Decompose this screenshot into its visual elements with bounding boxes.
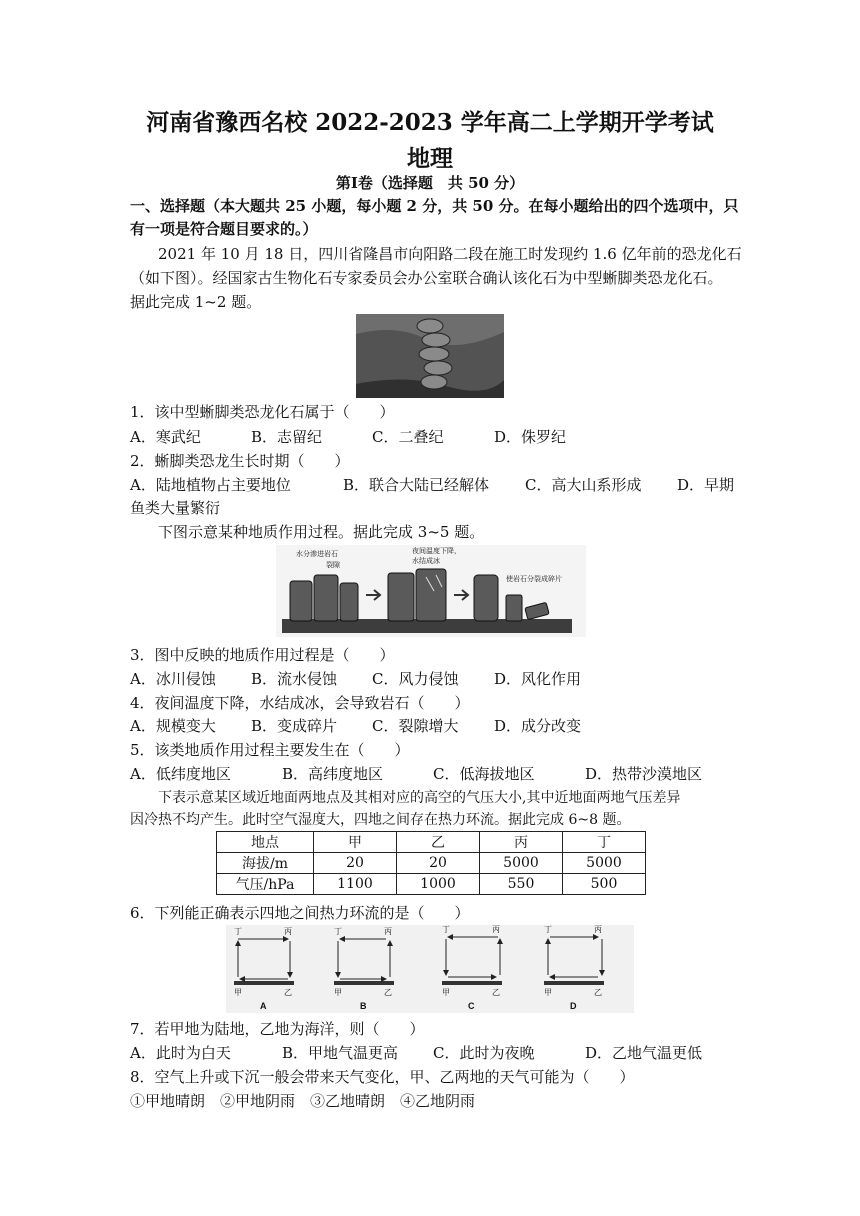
intro1-line3: 据此完成 1~2 题。 <box>130 293 262 311</box>
option-label-a: A <box>260 1001 267 1011</box>
table-header-cell: 丙 <box>480 832 563 853</box>
section-heading-line1: 一、选择题（本大题共 25 小题，每小题 2 分，共 50 分。在每小题给出的四个选项中，只 <box>130 197 739 215</box>
q2-option-b: B．联合大陆已经解体 <box>343 476 490 494</box>
q7-stem: 7．若甲地为陆地，乙地为海洋，则（ ） <box>130 1020 425 1038</box>
label-ding: 丁 <box>334 927 342 936</box>
q7-option-a: A．此时为白天 <box>130 1044 231 1062</box>
q3-option-d: D．风化作用 <box>494 670 582 688</box>
table-row <box>217 853 646 874</box>
diagram-label-night-cooling: 夜间温度下降， <box>412 548 461 555</box>
q2-option-d: D．早期 <box>677 476 735 494</box>
q2-stem: 2．蜥脚类恐龙生长时期（ ） <box>130 452 350 470</box>
label-yi: 乙 <box>492 988 500 997</box>
label-yi: 乙 <box>594 988 602 997</box>
q5-stem: 5．该类地质作用过程主要发生在（ ） <box>130 741 410 759</box>
q1-option-d: D．侏罗纪 <box>494 428 567 446</box>
q1-option-c: C．二叠纪 <box>372 428 444 446</box>
table-cell: 气压/hPa <box>217 874 314 895</box>
q7-option-c: C．此时为夜晚 <box>433 1044 535 1062</box>
dinosaur-fossil-image <box>356 314 504 398</box>
label-jia: 甲 <box>234 988 242 997</box>
table-header-row <box>217 832 646 853</box>
intro3-line1: 下表示意某区域近地面两地点及其相对应的高空的气压大小,其中近地面两地气压差异 <box>158 790 681 806</box>
q1-option-b: B．志留纪 <box>251 428 323 446</box>
q1-stem: 1．该中型蜥脚类恐龙化石属于（ ） <box>130 403 395 421</box>
option-label-d: D <box>570 1001 577 1011</box>
q2-option-a: A．陆地植物占主要地位 <box>130 476 291 494</box>
thermal-circulation-diagram <box>226 925 634 1013</box>
q7-option-d: D．乙地气温更低 <box>585 1044 703 1062</box>
q7-option-b: B．甲地气温更高 <box>282 1044 399 1062</box>
label-bing: 丙 <box>594 925 602 934</box>
table-cell: 5000 <box>563 853 646 874</box>
table-cell: 20 <box>397 853 480 874</box>
q5-option-b: B．高纬度地区 <box>282 765 384 783</box>
table-cell: 1000 <box>397 874 480 895</box>
section-heading-line2: 有一项是符合题目要求的。） <box>130 220 318 238</box>
table-cell: 500 <box>563 874 646 895</box>
q4-option-b: B．变成碎片 <box>251 717 338 735</box>
label-bing: 丙 <box>284 927 292 936</box>
q3-option-b: B．流水侵蚀 <box>251 670 338 688</box>
pressure-table <box>216 831 646 895</box>
q5-option-a: A．低纬度地区 <box>130 765 231 783</box>
label-bing: 丙 <box>384 927 392 936</box>
table-header-cell: 丁 <box>563 832 646 853</box>
q3-option-c: C．风力侵蚀 <box>372 670 459 688</box>
table-cell: 1100 <box>314 874 397 895</box>
diagram-label-freezing: 水结成冰 <box>412 558 440 565</box>
label-ding: 丁 <box>234 927 242 936</box>
q4-option-c: C．裂隙增大 <box>372 717 459 735</box>
intro2: 下图示意某种地质作用过程。据此完成 3~5 题。 <box>158 523 485 541</box>
q3-stem: 3．图中反映的地质作用过程是（ ） <box>130 646 395 664</box>
label-yi: 乙 <box>284 988 292 997</box>
weathering-process-diagram <box>276 545 586 637</box>
label-ding: 丁 <box>544 925 552 934</box>
q4-option-a: A．规模变大 <box>130 717 216 735</box>
table-row <box>217 874 646 895</box>
q8-statements: ①甲地晴朗 ②甲地阴雨 ③乙地晴朗 ④乙地阴雨 <box>130 1092 476 1110</box>
q1-option-a: A．寒武纪 <box>130 428 201 446</box>
label-jia: 甲 <box>334 988 342 997</box>
label-yi: 乙 <box>384 988 392 997</box>
table-header-cell: 甲 <box>314 832 397 853</box>
diagram-label-crack: 裂隙 <box>326 562 340 569</box>
q5-option-d: D．热带沙漠地区 <box>585 765 703 783</box>
q5-option-c: C．低海拔地区 <box>433 765 535 783</box>
exam-title: 河南省豫西名校 2022-2023 学年高二上学期开学考试 <box>146 109 714 136</box>
diagram-label-water-seeps: 水分渗进岩石 <box>296 551 338 558</box>
q4-stem: 4．夜间温度下降，水结成冰，会导致岩石（ ） <box>130 694 470 712</box>
label-jia: 甲 <box>442 988 450 997</box>
q4-option-d: D．成分改变 <box>494 717 582 735</box>
diagram-label-fragment: 使岩石分裂成碎片 <box>506 576 562 583</box>
table-header-cell: 地点 <box>217 832 314 853</box>
q2-option-d-continued: 鱼类大量繁衍 <box>130 499 221 517</box>
volume-heading: 第Ⅰ卷（选择题 共 50 分） <box>335 174 525 192</box>
table-cell: 550 <box>480 874 563 895</box>
option-label-c: C <box>468 1001 475 1011</box>
intro3-line2: 因冷热不均产生。此时空气湿度大，四地之间存在热力环流。据此完成 6~8 题。 <box>130 812 631 828</box>
q8-stem: 8．空气上升或下沉一般会带来天气变化，甲、乙两地的天气可能为（ ） <box>130 1068 635 1086</box>
intro1-line2: （如下图）。经国家古生物化石专家委员会办公室联合确认该化石为中型蜥脚类恐龙化石。 <box>130 269 723 287</box>
q3-option-a: A．冰川侵蚀 <box>130 670 216 688</box>
table-cell: 5000 <box>480 853 563 874</box>
table-cell: 20 <box>314 853 397 874</box>
table-header-cell: 乙 <box>397 832 480 853</box>
subject-title: 地理 <box>407 145 453 172</box>
q2-option-c: C．高大山系形成 <box>525 476 642 494</box>
label-jia: 甲 <box>544 988 552 997</box>
table-cell: 海拔/m <box>217 853 314 874</box>
intro1-line1: 2021 年 10 月 18 日，四川省隆昌市向阳路二段在施工时发现约 1.6 亿年前的恐龙化石 <box>158 245 742 263</box>
q6-stem: 6．下列能正确表示四地之间热力环流的是（ ） <box>130 904 470 922</box>
option-label-b: B <box>360 1001 367 1011</box>
label-bing: 丙 <box>492 925 500 934</box>
label-ding: 丁 <box>442 925 450 934</box>
